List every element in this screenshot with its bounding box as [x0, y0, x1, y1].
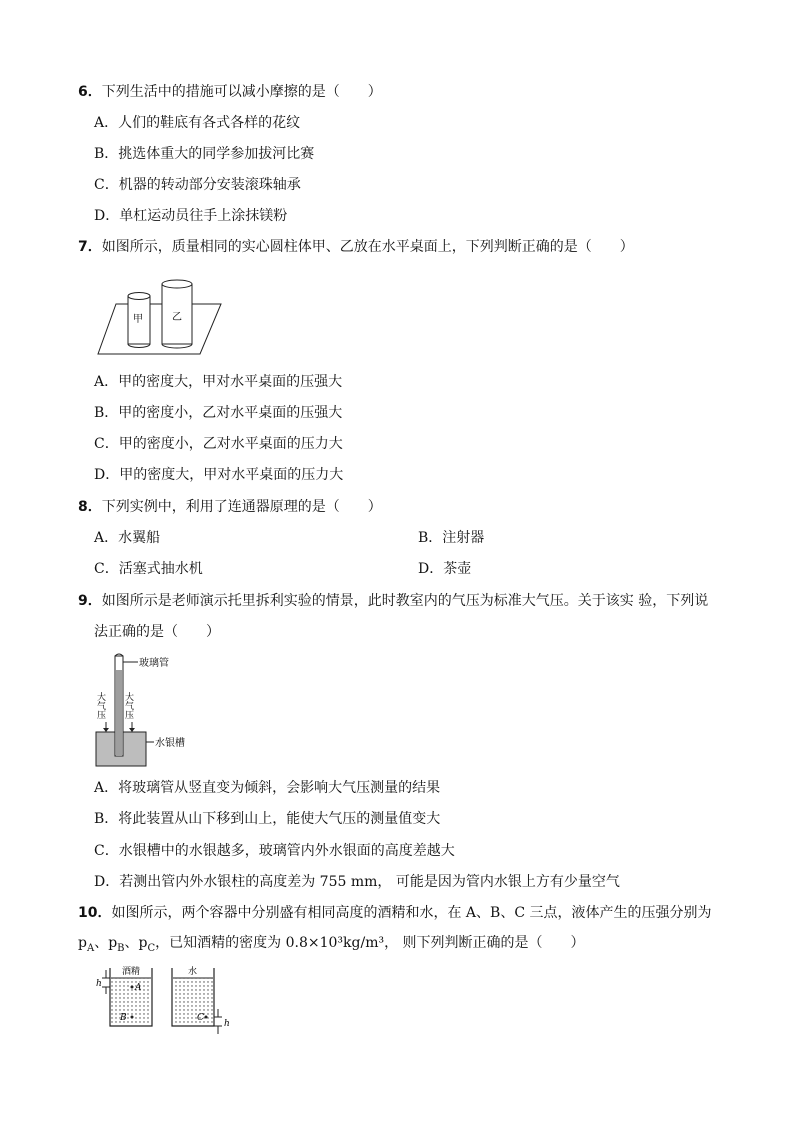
point-a: A [135, 983, 142, 993]
option-9c[interactable]: C．水银槽中的水银越多，玻璃管内外水银面的高度差越大 [94, 843, 455, 859]
question-number: 10． [78, 905, 112, 921]
question-6 [78, 83, 382, 101]
label-jia: 甲 [133, 314, 143, 325]
h-right: h [224, 1019, 230, 1029]
point-b: B [120, 1013, 127, 1023]
label-yi: 乙 [172, 312, 182, 323]
option-8a[interactable]: A．水翼船 [94, 530, 161, 546]
question-number: 8． [78, 499, 102, 515]
question-9 [78, 592, 708, 610]
question-text: 下列生活中的措施可以减小摩擦的是（ ） [101, 84, 382, 100]
question-10 [78, 904, 712, 922]
option-9a[interactable]: A．将玻璃管从竖直变为倾斜，会影响大气压测量的结果 [94, 780, 441, 796]
question-text: 如图所示，质量相同的实心圆柱体甲、乙放在水平桌面上，下列判断正确的是（ ） [101, 239, 634, 255]
question-8 [78, 498, 382, 516]
question-9-cont: 法正确的是（ ） [94, 624, 220, 640]
question-text: 如图所示，两个容器中分别盛有相同高度的酒精和水，在 A、B、C 三点，液体产生的压强分别为 [111, 905, 712, 921]
question-text: 如图所示是老师演示托里拆利实验的情景，此时教室内的气压为标准大气压。关于该实 验，下列说 [101, 593, 709, 609]
option-7a[interactable]: A．甲的密度大，甲对水平桌面的压强大 [94, 374, 343, 390]
question-number: 9． [78, 593, 102, 609]
option-8d[interactable]: D．茶壶 [418, 561, 472, 577]
option-6c[interactable]: C．机器的转动部分安装滚珠轴承 [94, 177, 301, 193]
question-text: 下列实例中，利用了连通器原理的是（ ） [101, 499, 382, 515]
figure-torricelli [94, 652, 204, 776]
option-6d[interactable]: D．单杠运动员往手上涂抹镁粉 [94, 208, 288, 224]
pressure-label-right: 大气压 [123, 692, 133, 719]
option-9d[interactable]: D．若测出管内外水银柱的高度差为 755 mm， 可能是因为管内水银上方有少量空气 [94, 874, 620, 890]
option-7d[interactable]: D．甲的密度大，甲对水平桌面的压力大 [94, 467, 344, 483]
figure-containers [94, 964, 244, 1044]
option-7c[interactable]: C．甲的密度小，乙对水平桌面的压力大 [94, 436, 343, 452]
figure-cylinders [96, 276, 226, 362]
question-7 [78, 238, 634, 256]
tube-label: 玻璃管 [139, 658, 169, 669]
option-6b[interactable]: B．挑选体重大的同学参加拔河比赛 [94, 146, 315, 162]
option-7b[interactable]: B．甲的密度小，乙对水平桌面的压强大 [94, 405, 343, 421]
question-number: 6． [78, 84, 102, 100]
option-8c[interactable]: C．活塞式抽水机 [94, 561, 203, 577]
option-9b[interactable]: B．将此装置从山下移到山上，能使大气压的测量值变大 [94, 811, 441, 827]
option-6a[interactable]: A．人们的鞋底有各式各样的花纹 [94, 115, 301, 131]
question-10-cont: $p_A$、$p_B$、$p_C$，已知酒精的密度为 0.8×10³kg/m³， 则下列判断正确的是（ ） [78, 935, 585, 954]
label-alcohol: 酒精 [122, 967, 141, 977]
point-c: C [197, 1013, 204, 1023]
trough-label: 水银槽 [155, 738, 185, 749]
pressure-label-left: 大气压 [95, 692, 105, 719]
option-8b[interactable]: B．注射器 [418, 530, 485, 546]
h-left: h [96, 979, 102, 989]
question-number: 7． [78, 239, 102, 255]
label-water: 水 [188, 967, 198, 977]
